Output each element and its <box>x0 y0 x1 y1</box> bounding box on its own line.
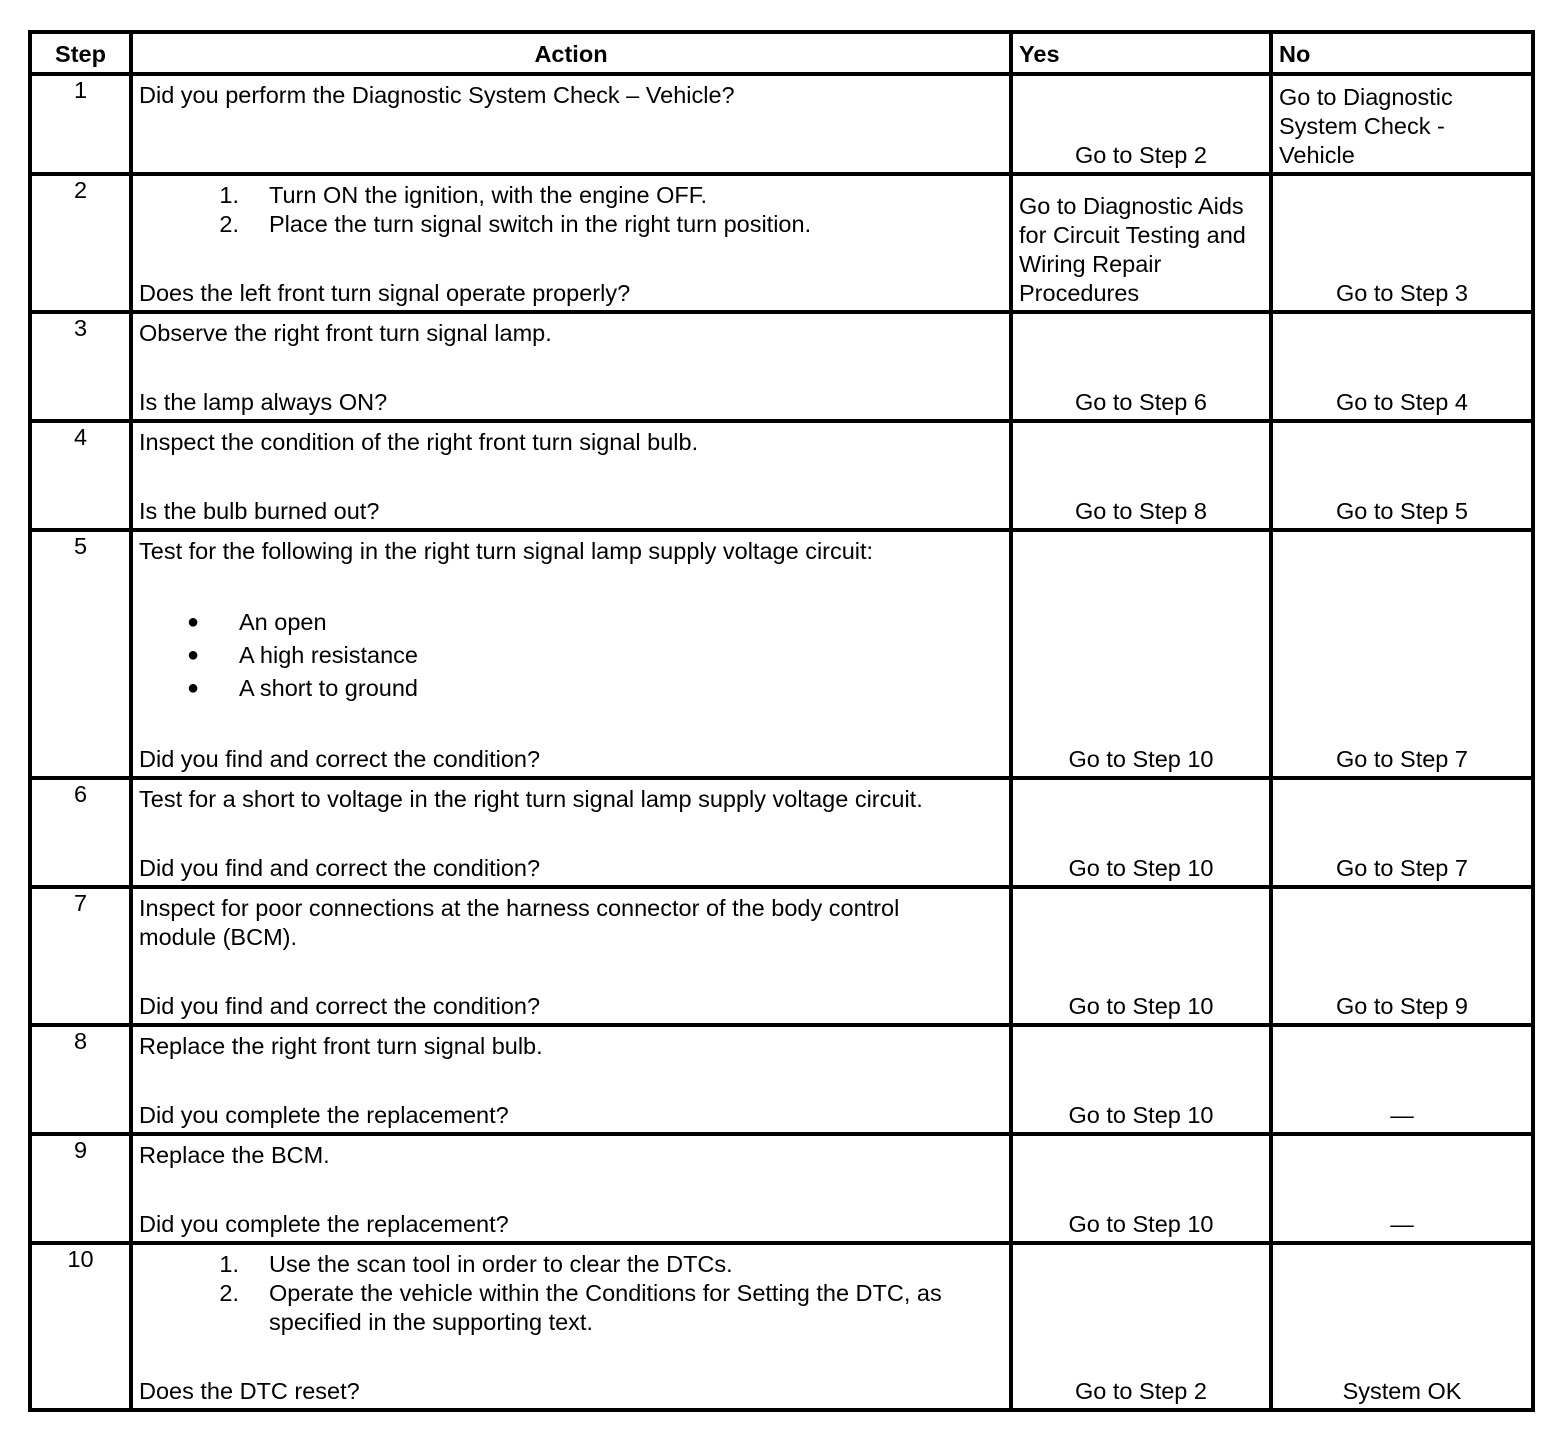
no-result: Go to Step 9 <box>1336 993 1468 1019</box>
no-cell <box>1271 887 1533 1025</box>
no-cell <box>1271 1134 1533 1243</box>
yes-cell <box>1011 887 1271 1025</box>
no-cell <box>1271 312 1533 421</box>
diagnostic-table <box>28 30 1535 1412</box>
action-question: Is the lamp always ON? <box>139 389 388 415</box>
action-text: Test for a short to voltage in the right turn signal lamp supply voltage circuit. <box>139 786 923 812</box>
header-no: No <box>1271 32 1533 74</box>
yes-cell <box>1011 312 1271 421</box>
no-result: — <box>1390 1211 1414 1237</box>
table-row <box>30 778 1533 887</box>
step-number: 4 <box>30 421 131 530</box>
action-question: Is the bulb burned out? <box>139 498 380 524</box>
no-cell <box>1271 1025 1533 1134</box>
no-cell <box>1271 421 1533 530</box>
step-number: 7 <box>30 887 131 1025</box>
action-cell <box>131 174 1011 312</box>
list-item: 2. Operate the vehicle within the Conditions for Setting the DTC, as specified in the supporting text. <box>219 1280 942 1335</box>
action-cell <box>131 1025 1011 1134</box>
yes-cell <box>1011 74 1271 174</box>
no-result: Go to Step 7 <box>1336 855 1468 881</box>
table-row <box>30 530 1533 778</box>
action-text: Test for the following in the right turn signal lamp supply voltage circuit: <box>139 538 874 564</box>
action-question: Did you find and correct the condition? <box>139 746 541 772</box>
no-cell <box>1271 778 1533 887</box>
action-cell <box>131 312 1011 421</box>
yes-result: Go to Step 2 <box>1075 142 1207 168</box>
step-number: 5 <box>30 530 131 778</box>
table-row <box>30 74 1533 174</box>
step-number: 10 <box>30 1243 131 1410</box>
yes-cell <box>1011 778 1271 887</box>
no-result: Go to Step 7 <box>1336 746 1468 772</box>
yes-result: Go to Step 10 <box>1068 1102 1214 1128</box>
table-row <box>30 1134 1533 1243</box>
step-number: 8 <box>30 1025 131 1134</box>
yes-cell <box>1011 1025 1271 1134</box>
action-text: Replace the BCM. <box>139 1142 330 1168</box>
table-row <box>30 174 1533 312</box>
yes-result: Go to Step 2 <box>1075 1378 1207 1404</box>
header-step: Step <box>30 32 131 74</box>
no-cell <box>1271 74 1533 174</box>
list-item: 1. Turn ON the ignition, with the engine OFF. <box>219 182 708 208</box>
no-cell <box>1271 1243 1533 1410</box>
table-row <box>30 1243 1533 1410</box>
action-text: Inspect the condition of the right front turn signal bulb. <box>139 429 699 455</box>
action-question: Did you complete the replacement? <box>139 1102 509 1128</box>
no-result: Go to Step 3 <box>1336 280 1468 306</box>
action-text: Observe the right front turn signal lamp. <box>139 320 552 346</box>
bullet-item: ● A short to ground <box>187 675 418 701</box>
table-row <box>30 1025 1533 1134</box>
yes-result: Go to Step 10 <box>1068 746 1214 772</box>
yes-cell <box>1011 530 1271 778</box>
action-question: Did you find and correct the condition? <box>139 855 541 881</box>
yes-cell <box>1011 1243 1271 1410</box>
yes-result: Go to Step 8 <box>1075 498 1207 524</box>
action-cell <box>131 1243 1011 1410</box>
no-result: Go to Diagnostic System Check - Vehicle <box>1279 84 1453 168</box>
action-question: Does the DTC reset? <box>139 1378 360 1404</box>
step-number: 9 <box>30 1134 131 1243</box>
bullet-item: ● A high resistance <box>187 642 418 668</box>
step-number: 1 <box>30 74 131 174</box>
no-cell <box>1271 174 1533 312</box>
yes-cell <box>1011 174 1271 312</box>
action-question: Does the left front turn signal operate properly? <box>139 280 631 306</box>
yes-result: Go to Step 10 <box>1068 855 1214 881</box>
action-cell <box>131 1134 1011 1243</box>
yes-result: Go to Step 10 <box>1068 993 1214 1019</box>
table-row <box>30 312 1533 421</box>
yes-result: Go to Diagnostic Aids for Circuit Testing and Wiring Repair Procedures <box>1019 193 1246 306</box>
yes-result: Go to Step 6 <box>1075 389 1207 415</box>
action-cell <box>131 74 1011 174</box>
no-result: Go to Step 5 <box>1336 498 1468 524</box>
step-number: 3 <box>30 312 131 421</box>
action-cell <box>131 778 1011 887</box>
action-question: Did you find and correct the condition? <box>139 993 541 1019</box>
yes-cell <box>1011 1134 1271 1243</box>
no-cell <box>1271 530 1533 778</box>
action-cell <box>131 530 1011 778</box>
step-number: 6 <box>30 778 131 887</box>
action-text: Replace the right front turn signal bulb. <box>139 1033 543 1059</box>
yes-result: Go to Step 10 <box>1068 1211 1214 1237</box>
action-question: Did you complete the replacement? <box>139 1211 509 1237</box>
action-text: Did you perform the Diagnostic System Check – Vehicle? <box>139 82 735 108</box>
list-item: 1. Use the scan tool in order to clear the DTCs. <box>219 1251 733 1277</box>
header-row <box>30 32 1533 74</box>
no-result: System OK <box>1342 1378 1462 1404</box>
no-result: Go to Step 4 <box>1336 389 1468 415</box>
table-row <box>30 887 1533 1025</box>
header-action: Action <box>131 32 1011 74</box>
no-result: — <box>1390 1102 1414 1128</box>
table-row <box>30 421 1533 530</box>
action-cell <box>131 421 1011 530</box>
action-cell <box>131 887 1011 1025</box>
header-yes: Yes <box>1011 32 1271 74</box>
step-number: 2 <box>30 174 131 312</box>
action-text: Inspect for poor connections at the harness connector of the body control module (BCM). <box>139 895 900 950</box>
yes-cell <box>1011 421 1271 530</box>
bullet-item: ● An open <box>187 609 327 635</box>
list-item: 2. Place the turn signal switch in the right turn position. <box>219 211 812 237</box>
